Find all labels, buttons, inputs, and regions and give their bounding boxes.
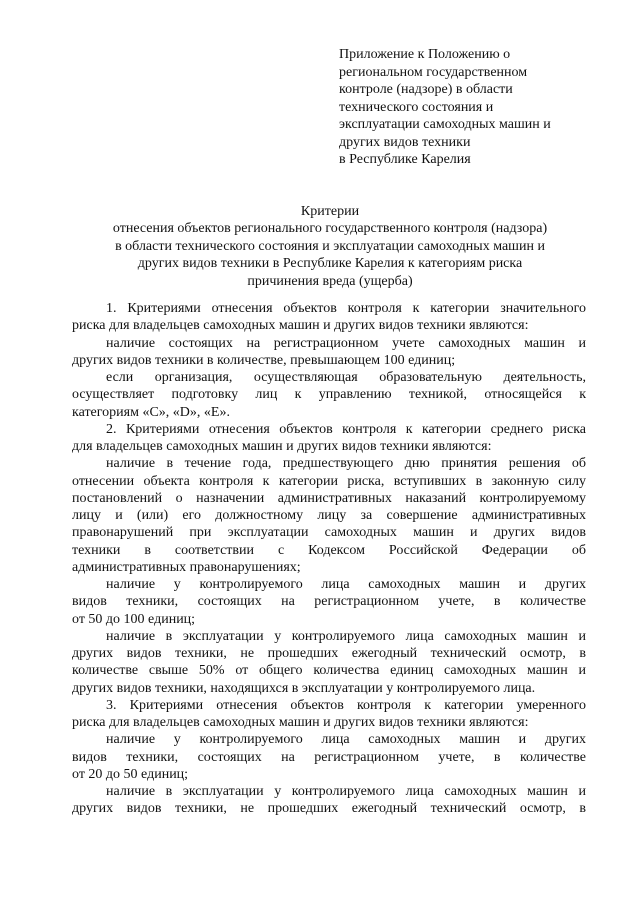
paragraph-item	[72, 369, 586, 421]
text-line: других видов техники, находящихся в эксплуатации у контролируемого лица.	[72, 680, 536, 696]
paragraph-item	[72, 783, 586, 818]
appendix-line: региональном государственном	[339, 64, 528, 80]
text-line: наличие состоящих на регистрационном учете самоходных машин и	[106, 335, 586, 351]
title-line: причинения вреда (ущерба)	[247, 273, 413, 289]
paragraph-item	[72, 576, 586, 628]
text-line: видов техники, состоящих на регистрационном учете, в количестве	[72, 749, 586, 765]
text-line: наличие в эксплуатации у контролируемого лица самоходных машин и	[106, 628, 586, 644]
title-line: отнесения объектов регионального государственного контроля (надзора)	[112, 221, 548, 237]
document-title	[60, 203, 600, 290]
text-line: от 50 до 100 единиц;	[72, 611, 196, 627]
appendix-line: в Республике Карелия	[339, 152, 471, 167]
text-line: осуществляет подготовку лиц к управлению техникой, относящейся к	[72, 387, 586, 403]
text-line: лицу и (или) его должностному лицу за совершение административных	[72, 508, 586, 523]
text-line: техники в соответствии с Кодексом Российской Федерации об	[72, 542, 586, 558]
appendix-note	[339, 46, 599, 169]
text-line: наличие в эксплуатации у контролируемого лица самоходных машин и	[106, 784, 586, 799]
title-line: в области технического состояния и эксплуатации самоходных машин и	[115, 238, 545, 254]
title-heading: Критерии	[300, 204, 360, 219]
text-line: категориям «C», «D», «E».	[72, 404, 230, 420]
appendix-line: других видов техники	[339, 134, 471, 150]
paragraph-item	[72, 731, 586, 783]
text-line: отнесении объекта контроля к категории риска, вступивших в законную силу	[72, 473, 586, 489]
text-line: 3. Критериями отнесения объектов контроля к категории умеренного	[106, 697, 586, 713]
paragraph-criteria-medium	[72, 421, 586, 456]
appendix-line: технического состояния и	[339, 99, 494, 115]
paragraph-criteria-moderate	[72, 697, 586, 732]
text-line: если организация, осуществляющая образовательную деятельность,	[106, 370, 586, 385]
appendix-line: контроле (надзоре) в области	[339, 82, 513, 97]
document-body	[72, 300, 586, 818]
paragraph-item	[72, 335, 586, 370]
text-line: наличие у контролируемого лица самоходных машин и других	[106, 577, 586, 592]
paragraph-item	[72, 455, 586, 576]
text-line: количестве свыше 50% от общего количества единиц самоходных машин и	[72, 663, 586, 679]
text-line: риска для владельцев самоходных машин и других видов техники являются:	[72, 318, 529, 334]
appendix-line: эксплуатации самоходных машин и	[339, 117, 551, 132]
text-line: 2. Критериями отнесения объектов контроля к категории среднего риска	[106, 421, 586, 437]
paragraph-criteria-significant	[72, 300, 586, 335]
text-line: 1. Критериями отнесения объектов контроля к категории значительного	[106, 301, 586, 316]
title-line: других видов техники в Республике Карелия к категориям риска	[137, 256, 523, 272]
text-line: других видов техники, не прошедших ежегодный технический осмотр, в	[72, 801, 586, 817]
text-line: других видов техники, не прошедших ежегодный технический осмотр, в	[72, 646, 586, 661]
text-line: видов техники, состоящих на регистрационном учете, в количестве	[72, 594, 586, 610]
text-line: других видов техники в количестве, превышающем 100 единиц;	[72, 352, 456, 368]
text-line: для владельцев самоходных машин и других видов техники являются:	[72, 439, 492, 454]
text-line: риска для владельцев самоходных машин и других видов техники являются:	[72, 715, 529, 730]
text-line: административных правонарушениях;	[72, 559, 301, 575]
text-line: наличие в течение года, предшествующего дню принятия решения об	[106, 456, 586, 472]
text-line: от 20 до 50 единиц;	[72, 766, 189, 782]
appendix-line: Приложение к Положению о	[339, 47, 511, 62]
text-line: правонарушений при эксплуатации самоходных машин и других видов	[72, 525, 586, 541]
paragraph-item	[72, 628, 586, 697]
text-line: постановлений о назначении административных наказаний контролируемому	[72, 490, 586, 506]
text-line: наличие у контролируемого лица самоходных машин и других	[106, 732, 586, 748]
